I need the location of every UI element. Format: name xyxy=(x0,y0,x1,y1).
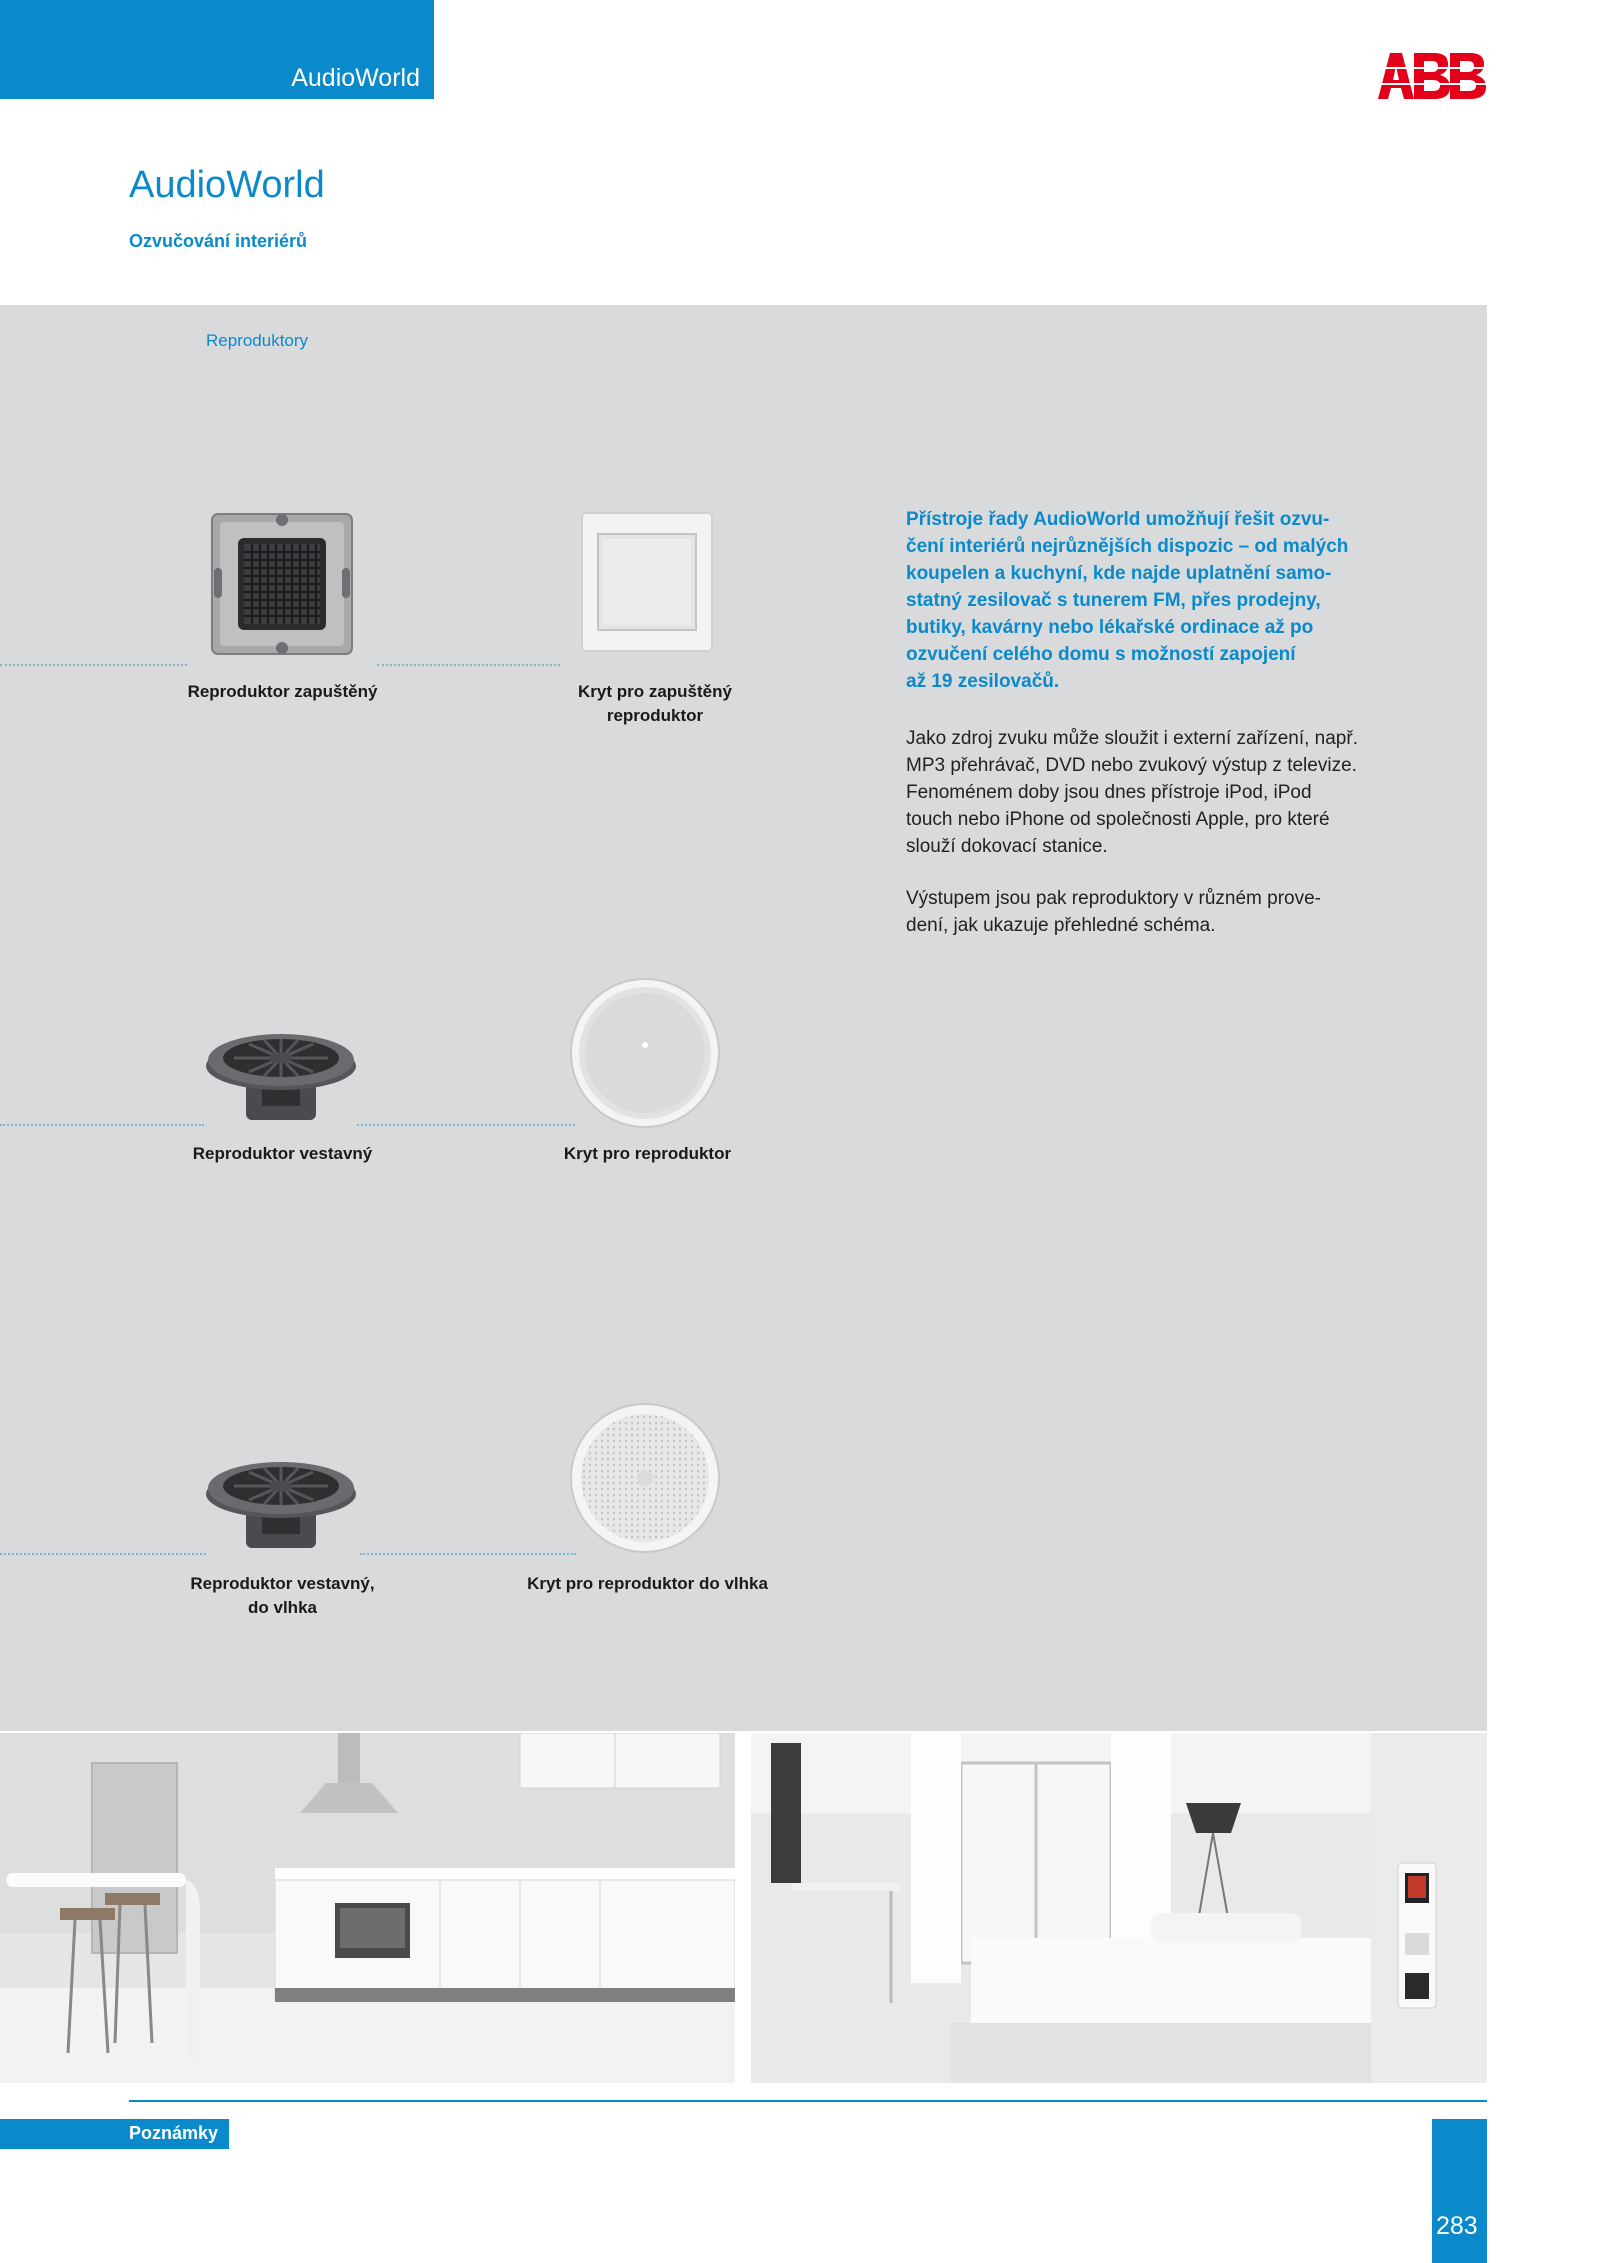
header-tab xyxy=(0,0,434,99)
footer-rule xyxy=(129,2100,1487,2102)
round-cover-icon xyxy=(569,977,721,1129)
wall-control-panel-photo xyxy=(1371,1733,1487,2083)
text-line: Fenoménem doby jsou dnes přístroje iPod, iPod xyxy=(906,782,1312,803)
text-line: až 19 zesilovačů. xyxy=(906,671,1060,692)
section-label: Reproduktory xyxy=(206,331,309,350)
caption-line: Reproduktor zapuštěný xyxy=(187,682,378,701)
text-line: ozvučení celého domu s možností zapojení xyxy=(906,644,1296,665)
caption-line: reproduktor xyxy=(606,706,704,725)
caption-line: Kryt pro reproduktor xyxy=(563,1144,732,1163)
intro-paragraph-3 xyxy=(906,885,1376,939)
page-number-box xyxy=(1432,2119,1487,2263)
built-in-speaker-icon xyxy=(204,1022,359,1124)
header-tab-label: AudioWorld xyxy=(291,64,420,92)
caption-humid-speaker xyxy=(160,1572,405,1620)
abb-logo-text: ABB xyxy=(1376,52,1379,53)
text-line: butiky, kavárny nebo lékařské ordinace až po xyxy=(906,617,1314,638)
caption-flush-cover xyxy=(530,680,780,728)
text-line: dení, jak ukazuje přehledné schéma. xyxy=(906,915,1216,936)
caption-line: Kryt pro zapuštěný xyxy=(578,682,732,701)
text-line: Jako zdroj zvuku může sloužit i externí zařízení, např. xyxy=(906,728,1358,749)
intro-paragraph-2 xyxy=(906,725,1376,860)
text-line: statný zesilovač s tunerem FM, přes prodejny, xyxy=(906,590,1321,611)
intro-lead-paragraph xyxy=(906,506,1376,695)
text-line: slouží dokovací stanice. xyxy=(906,836,1108,857)
dotted-leader xyxy=(0,664,187,666)
page-title: AudioWorld xyxy=(129,164,325,206)
text-line: MP3 přehrávač, DVD nebo zvukový výstup z televize. xyxy=(906,755,1357,776)
dotted-leader xyxy=(377,664,560,666)
caption-humid-cover xyxy=(505,1572,790,1596)
caption-line: Reproduktor vestavný, xyxy=(190,1574,375,1593)
text-line: Přístroje řady AudioWorld umožňují řešit ozvu- xyxy=(906,509,1330,530)
text-line: koupelen a kuchyní, kde najde uplatnění samo- xyxy=(906,563,1332,584)
caption-line: Kryt pro reproduktor do vlhka xyxy=(527,1574,768,1593)
abb-logo xyxy=(1376,52,1486,100)
round-grille-cover-icon xyxy=(569,1402,721,1554)
caption-line: Reproduktor vestavný xyxy=(192,1144,373,1163)
square-cover-icon xyxy=(581,512,713,652)
page-subtitle: Ozvučování interiérů xyxy=(129,231,308,251)
flush-speaker-icon xyxy=(210,512,354,656)
kitchen-photo xyxy=(0,1733,735,2083)
dotted-leader xyxy=(0,1124,204,1126)
text-line: touch nebo iPhone od společnosti Apple, pro které xyxy=(906,809,1330,830)
dotted-leader xyxy=(360,1553,576,1555)
notes-label: Poznámky xyxy=(129,2123,219,2143)
page-number: 283 xyxy=(1436,2212,1478,2240)
bedroom-photo xyxy=(751,1733,1371,2083)
dotted-leader xyxy=(357,1124,575,1126)
text-line: čení interiérů nejrůznějších dispozic – od malých xyxy=(906,536,1349,557)
caption-builtin-speaker xyxy=(160,1142,405,1166)
text-line: Výstupem jsou pak reproduktory v různém prove- xyxy=(906,888,1322,909)
built-in-speaker-icon xyxy=(204,1450,359,1552)
dotted-leader xyxy=(0,1553,206,1555)
caption-line: do vlhka xyxy=(248,1598,317,1617)
caption-flush-speaker xyxy=(160,680,405,704)
notes-tab xyxy=(0,2119,229,2149)
caption-round-cover xyxy=(530,1142,765,1166)
